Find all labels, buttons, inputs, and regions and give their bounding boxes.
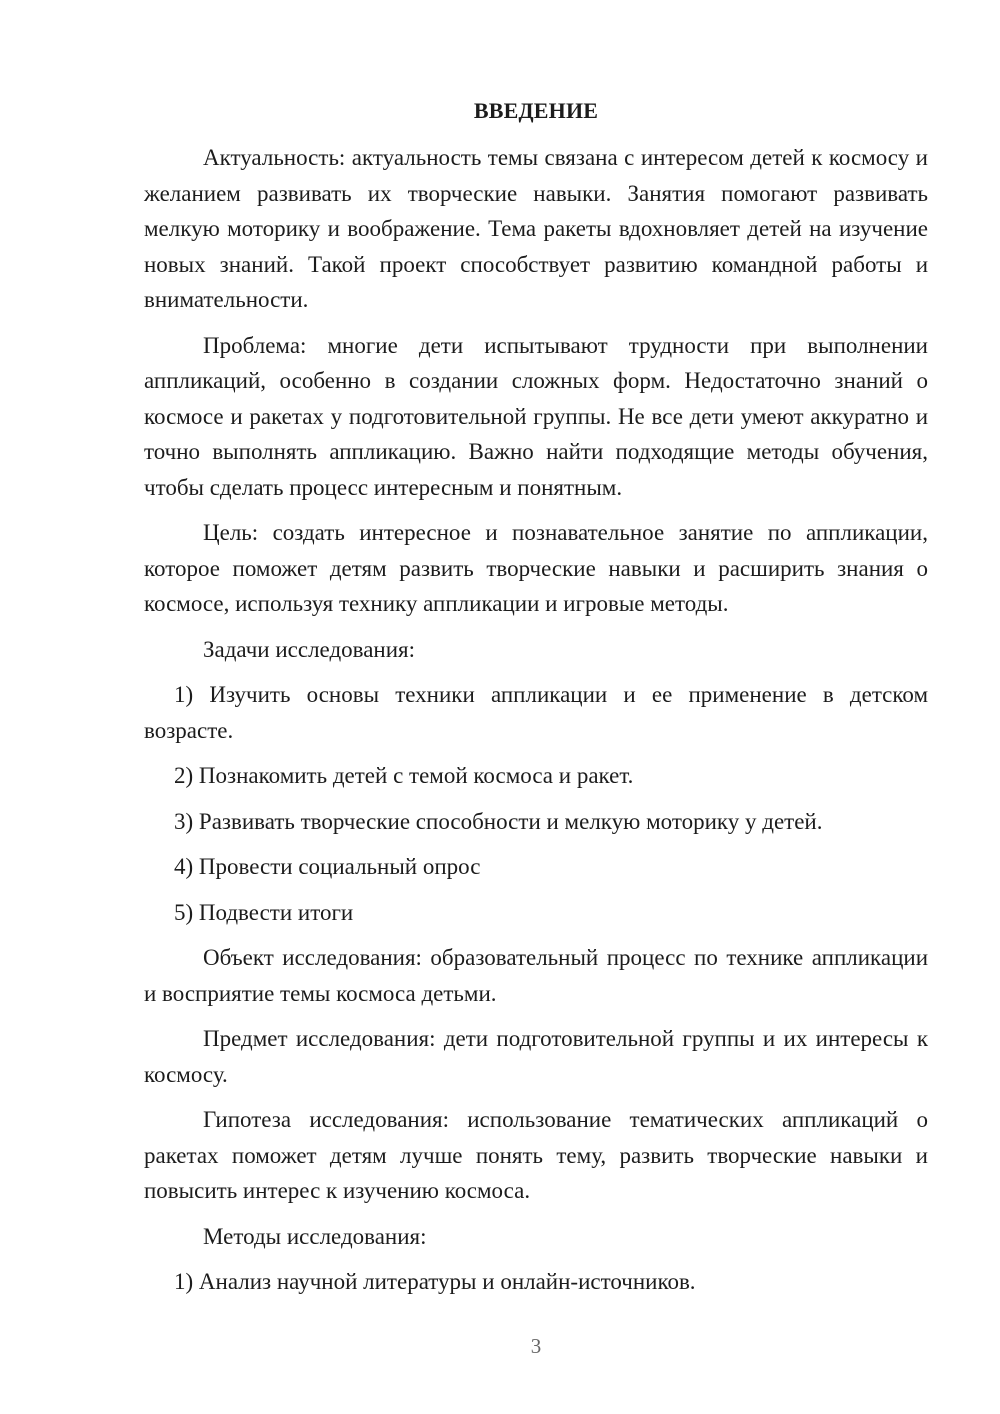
hypothesis-paragraph: Гипотеза исследования: использование тематических аппликаций о ракетах поможет детям лучше понять тему, развить творческие навыки и повысить интерес к изучению космоса. xyxy=(144,1107,928,1203)
problem-paragraph: Проблема: многие дети испытывают трудности при выполнении аппликаций, особенно в создании сложных форм. Недостаточно знаний о космосе и ракетах у подготовительной группы. Не все дети умеют аккуратно и точно выполнять аппликацию. Важно найти подходящие методы обучения, чтобы сделать процесс интересным и понятным. xyxy=(144,332,928,500)
page-number: 3 xyxy=(530,1334,542,1358)
subject-paragraph: Предмет исследования: дети подготовительной группы и их интересы к космосу. xyxy=(144,1026,928,1087)
object-paragraph: Объект исследования: образовательный процесс по технике аппликации и восприятие темы космоса детьми. xyxy=(144,945,928,1006)
relevance-paragraph: Актуальность: актуальность темы связана с интересом детей к космосу и желанием развивать их творческие навыки. Занятия помогают развивать мелкую моторику и воображение. Тема ракеты вдохновляет детей на изучение новых знаний. Такой проект способствует развитию командной работы и внимательности. xyxy=(144,145,928,312)
document-body xyxy=(144,140,928,1310)
task-item: 2) Познакомить детей с темой космоса и ракет. xyxy=(174,763,634,788)
task-item: 5) Подвести итоги xyxy=(174,899,354,925)
task-item: 4) Провести социальный опрос xyxy=(174,854,481,879)
task-item: 3) Развивать творческие способности и мелкую моторику у детей. xyxy=(174,808,823,834)
method-item: 1) Анализ научной литературы и онлайн-источников. xyxy=(174,1269,696,1294)
goal-paragraph: Цель: создать интересное и познавательное занятие по аппликации, которое поможет детям развить творческие навыки и расширить знания о космосе, используя технику аппликации и игровые методы. xyxy=(144,520,928,616)
page-title: ВВЕДЕНИЕ xyxy=(473,98,599,123)
methods-heading: Методы исследования: xyxy=(203,1223,427,1249)
task-item: 1) Изучить основы техники аппликации и ее применение в детском возрасте. xyxy=(144,682,928,743)
tasks-heading: Задачи исследования: xyxy=(203,636,416,662)
